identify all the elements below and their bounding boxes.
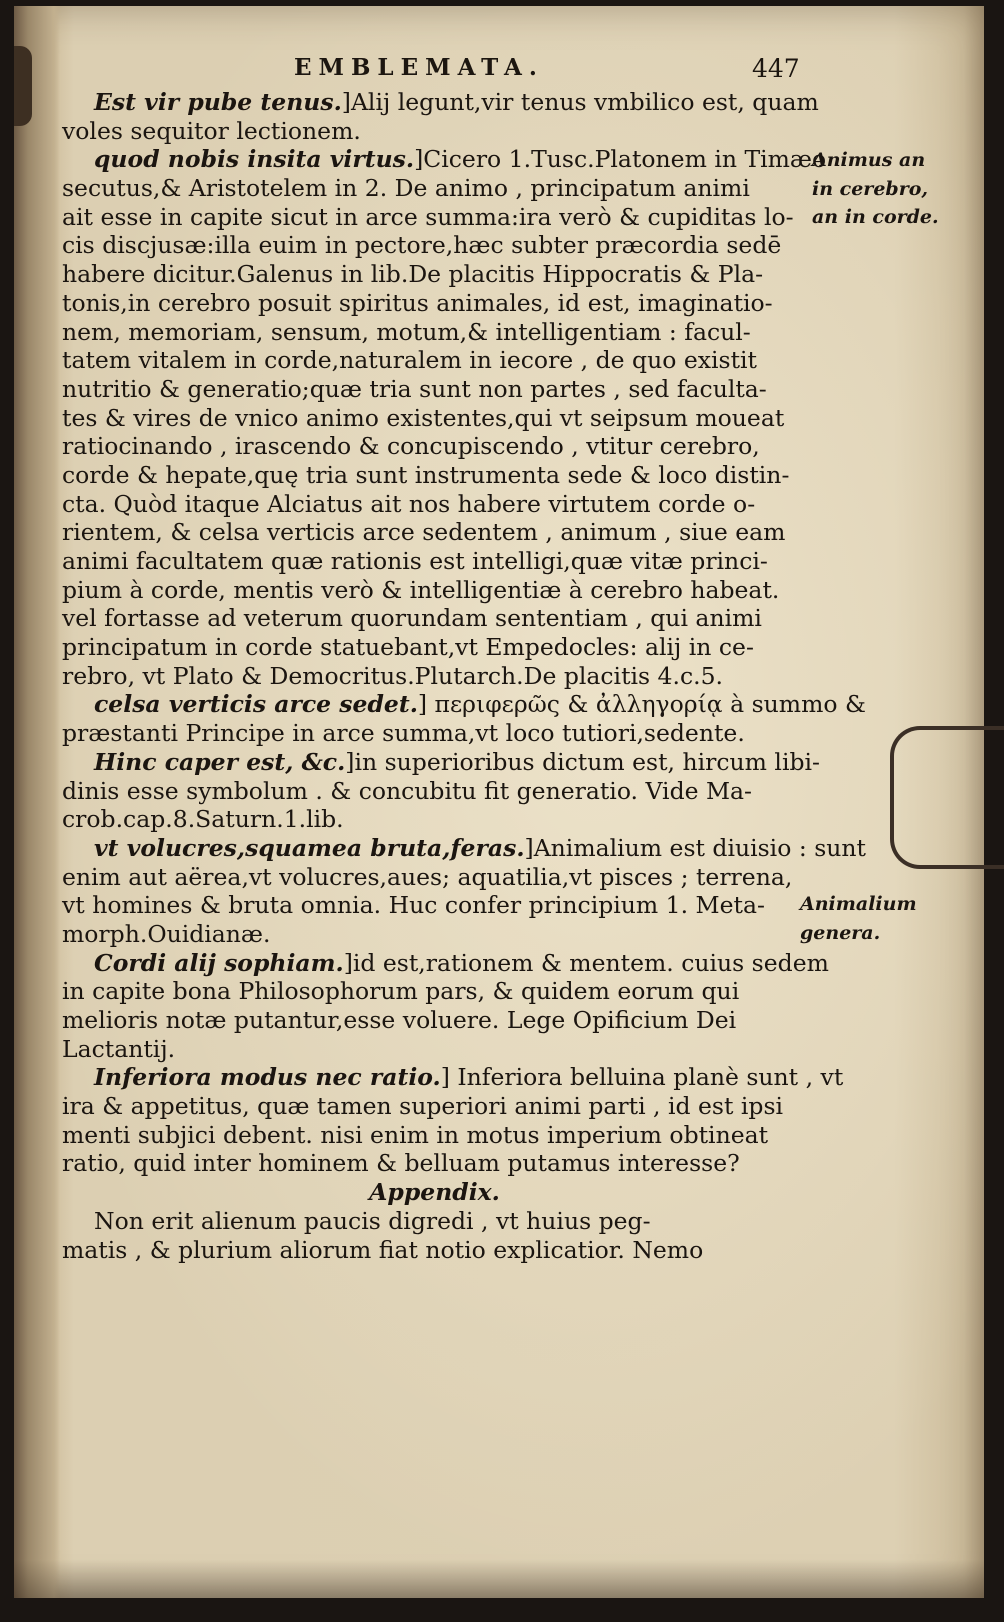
line-text: animi facultatem quæ rationis est intelligi,quæ vitæ princi- [62,547,768,575]
text-line [62,231,807,260]
margin-note-animalium [800,890,917,947]
text-line [62,777,807,806]
line-text: nutritio & generatio;quæ tria sunt non partes , sed faculta- [62,374,767,403]
line-text: ait esse in capite sicut in arce summa:ira verò & cupiditas lo- [62,202,794,231]
line-text: vel fortasse ad veterum quorundam sententiam , qui animi [62,604,762,633]
line-text: ]in superioribus dictum est, hircum libi- [345,747,820,776]
text-line [62,490,807,519]
text-line [62,604,807,633]
text-line [62,461,807,490]
text-line [62,1006,807,1035]
line-text: crob.cap.8.Saturn.1.lib. [62,805,344,834]
text-line [62,833,866,863]
line-text: dinis esse symbolum . & concubitu fit generatio. Vide Ma- [62,776,753,805]
page-bottom-shadow [14,1560,984,1598]
line-text: ]Cicero 1.Tusc.Platonem in Timæo [414,145,827,174]
text-line [62,948,829,978]
line-text: ] περιφερῶς & ἀλληγορίᾳ à summo & [417,690,866,719]
page-header [0,54,1000,88]
line-text: Lactantij. [62,1034,176,1063]
text-line [62,289,807,318]
text-line [62,1178,807,1207]
line-text: ]Animalium est diuisio : sunt [524,833,866,862]
line-text: Non erit alienum paucis digredi , vt huius peg- [94,1206,651,1235]
text-line [62,547,807,576]
text-line [62,346,807,375]
lemma: Cordi alij sophiam. [94,948,344,977]
line-text: præstanti Principe in arce summa,vt loco tutiori,sedente. [62,719,745,748]
line-text: rebro, vt Plato & Democritus.Plutarch.De placitis 4.c.5. [62,661,724,690]
line-text: ratiocinando , irascendo & concupiscendo , vtitur cerebro, [62,432,760,461]
text-line [62,145,827,174]
lemma: Est vir pube tenus. [94,88,342,116]
text-line [62,174,807,203]
text-line [62,1121,807,1150]
margin-note-animus [812,146,939,232]
line-text: habere dicitur.Galenus in lib.De placitis Hippocratis & Pla- [62,260,764,289]
line-text: matis , & plurium aliorum fiat notio explicatior. Nemo [62,1235,704,1264]
text-line [62,1092,807,1121]
line-text: ]Alij legunt,vir tenus vmbilico est, quam [341,88,819,116]
text-line [62,719,807,748]
line-text: corde & hepate,quę tria sunt instrumenta sede & loco distin- [62,460,790,489]
text-line [62,863,807,892]
margin-note-line: genera. [800,921,881,944]
line-text: pium à corde, mentis verò & intelligentiæ à cerebro habeat. [62,575,780,604]
text-line [62,260,807,289]
margin-note-line: Animalium [800,893,917,915]
line-text: rientem, & celsa verticis arce sedentem , animum , siue eam [62,518,786,547]
text-line [62,891,807,920]
line-text: melioris notæ putantur,esse voluere. Lege Opificium Dei [62,1006,737,1034]
text-line [62,805,807,834]
margin-note-line: Animus an [812,149,926,171]
line-text: morph.Ouidianæ. [62,919,271,948]
page-gutter [14,6,60,1598]
text-line [62,576,807,605]
commentary-text [62,88,866,1264]
line-text: enim aut aërea,vt volucres,aues; aquatilia,vt pisces ; terrena, [62,862,793,891]
line-text: tonis,in cerebro posuit spiritus animales, id est, imaginatio- [62,288,773,317]
line-text: nem, memoriam, sensum, motum,& intelligentiam : facul- [62,317,751,346]
line-text: cis discjusæ:illa euim in pectore,hæc subter præcordia sedē [62,231,782,260]
text-line [62,432,807,461]
running-head: EMBLEMATA. [294,54,544,81]
text-line [62,1035,807,1064]
text-line [62,690,866,719]
line-text: cta. Quòd itaque Alciatus ait nos habere virtutem corde o- [62,489,756,518]
text-line [62,747,820,777]
line-text: ]id est,rationem & mentem. cuius sedem [343,948,829,977]
text-line [62,920,807,949]
page-number: 447 [752,54,800,83]
text-line [62,1207,807,1236]
text-line [62,375,807,404]
text-line [62,117,807,146]
text-line [62,977,807,1006]
text-line [62,633,807,662]
line-text: tatem vitalem in corde,naturalem in iecore , de quo existit [62,346,757,375]
line-text: tes & vires de vnico animo existentes,qui vt seipsum moueat [62,403,785,432]
margin-note-line: an in corde. [812,206,939,229]
text-line [62,404,807,433]
lemma: quod nobis insita virtus. [94,145,415,174]
lemma: vt volucres,squamea bruta,feras. [94,833,525,862]
text-line [62,203,807,232]
lemma: Inferiora modus nec ratio. [94,1063,441,1092]
line-text: ira & appetitus, quæ tamen superiori animi parti , id est ipsi [62,1092,784,1121]
text-line [62,1063,844,1092]
text-line [62,1236,807,1265]
margin-note-line: in cerebro, [812,177,928,200]
lemma: celsa verticis arce sedet. [94,690,418,719]
line-text: ratio, quid inter hominem & belluam putamus interesse? [62,1149,740,1178]
line-text: menti subjici debent. nisi enim in motus imperium obtineat [62,1120,769,1149]
lemma: Hinc caper est, &c. [94,747,346,776]
line-text: ] Inferiora belluina planè sunt , vt [440,1063,844,1092]
text-line [62,518,807,547]
line-text: in capite bona Philosophorum pars, & quidem eorum qui [62,977,740,1006]
line-text: voles sequitor lectionem. [62,116,361,145]
text-line [62,318,807,347]
line-text: Appendix. [369,1178,500,1207]
line-text: vt homines & bruta omnia. Huc confer principium 1. Meta- [62,891,765,920]
line-text: principatum in corde statuebant,vt Empedocles: alij in ce- [62,633,754,662]
line-text: secutus,& Aristotelem in 2. De animo , principatum animi [62,174,750,203]
ring-binder-clip [890,726,1004,869]
text-line [62,1149,807,1178]
text-line [62,88,819,117]
text-line [62,662,807,691]
